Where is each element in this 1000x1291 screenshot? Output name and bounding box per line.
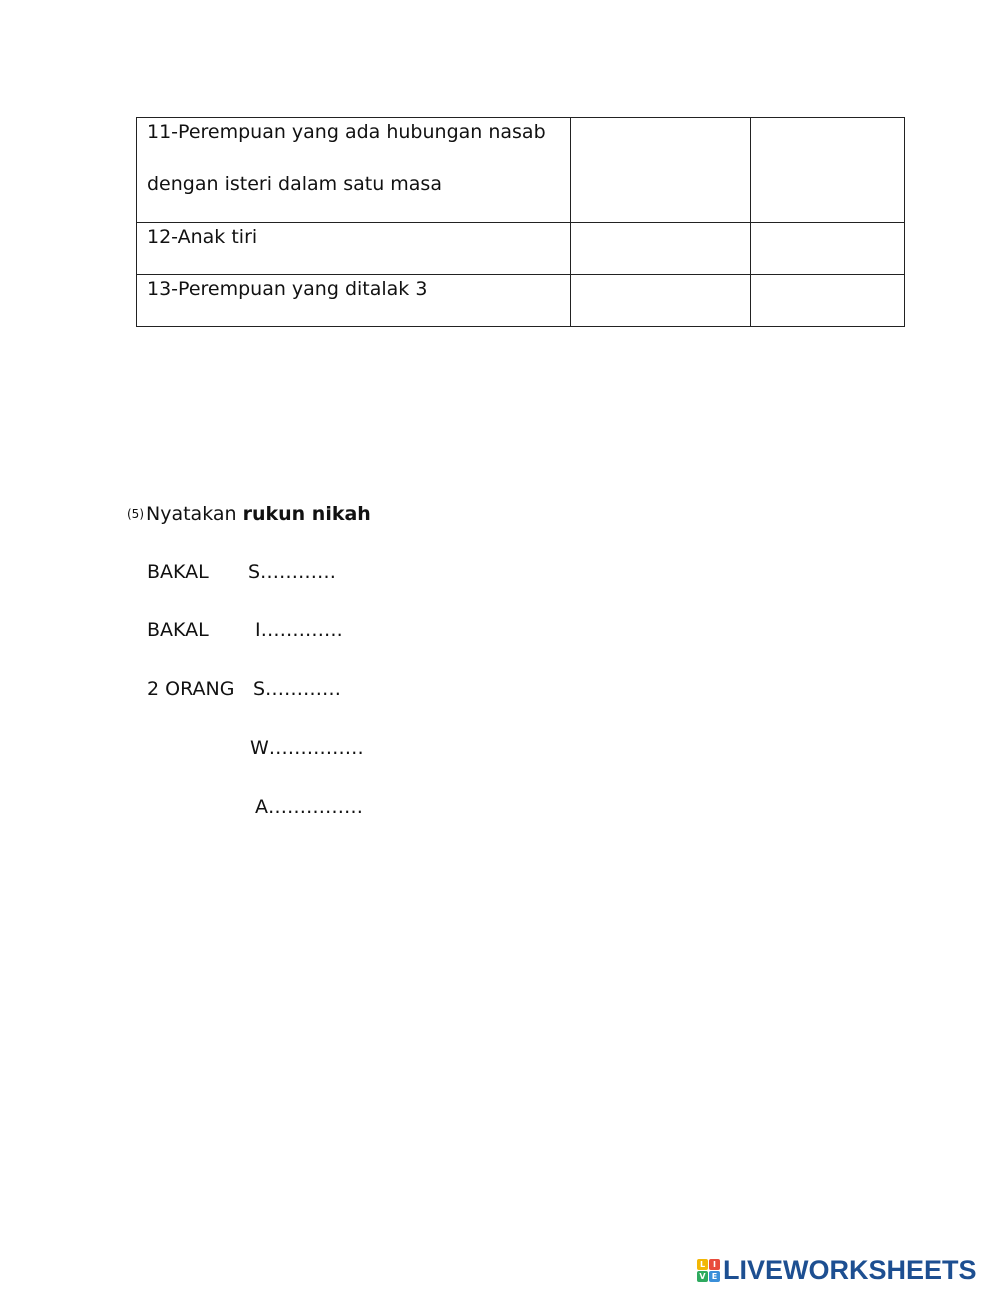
logo-tile-v: V <box>697 1271 708 1282</box>
logo-tile-e: E <box>709 1271 720 1282</box>
row-11-line2: dengan isteri dalam satu masa <box>147 173 442 195</box>
logo-tile-i: I <box>709 1259 720 1270</box>
table-row <box>137 275 905 327</box>
question-keyword: rukun nikah <box>242 503 371 525</box>
table-cell-label <box>137 223 571 275</box>
answer-blank[interactable]: S………… <box>248 561 337 583</box>
question-5 <box>127 501 371 527</box>
answer-cell[interactable] <box>571 118 751 223</box>
logo-mark-icon <box>697 1259 720 1282</box>
row-11-line1: 11-Perempuan yang ada hubungan nasab <box>147 121 546 143</box>
answer-blank[interactable]: I…………. <box>255 619 343 641</box>
table-row <box>137 118 905 223</box>
question-prefix: Nyatakan <box>146 503 243 525</box>
answer-cell[interactable] <box>751 118 905 223</box>
table-cell-label <box>137 275 571 327</box>
answer-label: BAKAL <box>147 561 209 583</box>
liveworksheets-logo <box>697 1255 977 1285</box>
answer-cell[interactable] <box>751 275 905 327</box>
answer-line-2 <box>147 617 343 643</box>
table-row <box>137 223 905 275</box>
row-12-text: 12-Anak tiri <box>147 226 258 248</box>
answer-label: BAKAL <box>147 619 209 641</box>
answer-line-3 <box>147 676 341 702</box>
logo-tile-l: L <box>697 1259 708 1270</box>
answer-line-5 <box>255 794 363 820</box>
answer-cell[interactable] <box>571 275 751 327</box>
answer-cell[interactable] <box>751 223 905 275</box>
answer-blank[interactable]: S………… <box>253 678 342 700</box>
answer-cell[interactable] <box>571 223 751 275</box>
table-cell-label <box>137 118 571 223</box>
answer-blank[interactable]: W…………… <box>250 737 364 759</box>
logo-text: LIVEWORKSHEETS <box>723 1254 977 1285</box>
question-number: (5) <box>127 507 144 521</box>
answer-line-4 <box>250 735 364 761</box>
answer-blank[interactable]: A…………… <box>255 796 363 818</box>
prohibited-women-table <box>136 117 905 327</box>
answer-label: 2 ORANG <box>147 678 235 700</box>
answer-line-1 <box>147 559 336 585</box>
row-13-text: 13-Perempuan yang ditalak 3 <box>147 278 428 300</box>
